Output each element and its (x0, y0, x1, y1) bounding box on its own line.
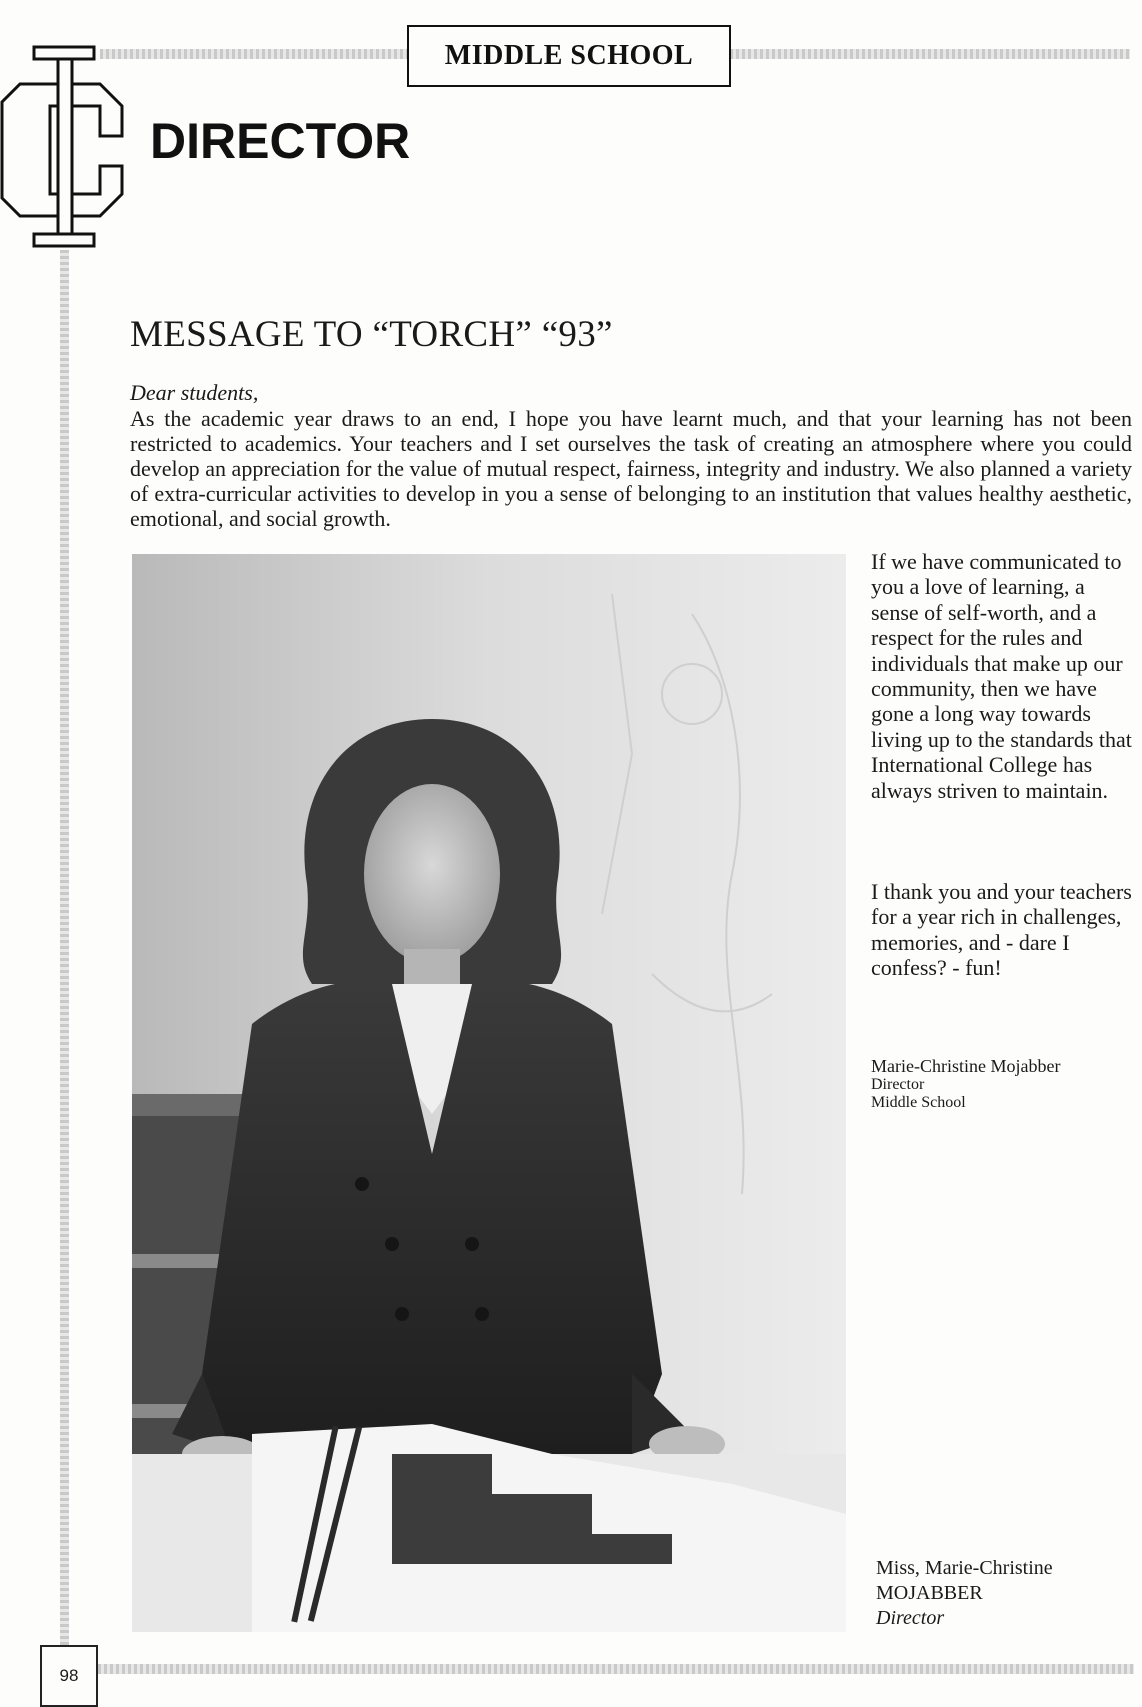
caption-line-2: MOJABBER (876, 1582, 983, 1604)
message-heading: MESSAGE TO “TORCH” “93” (130, 314, 613, 355)
signature-title: Director (871, 1076, 925, 1093)
signature-school: Middle School (871, 1094, 966, 1111)
caption-line-1: Miss, Marie-Christine (876, 1557, 1053, 1579)
page-title: DIRECTOR (150, 113, 411, 169)
page-number: 98 (40, 1645, 98, 1707)
signature-block (871, 1056, 1136, 1112)
message-paragraph-3: I thank you and your teachers for a year rich in challenges, memories, and - dare I confess? - fun! (871, 879, 1132, 981)
director-portrait-photo (132, 554, 846, 1632)
salutation: Dear students, (130, 380, 259, 405)
signature-name: Marie-Christine Mojabber (871, 1056, 1061, 1076)
caption-line-3: Director (876, 1607, 945, 1629)
section-label: MIDDLE SCHOOL (407, 25, 731, 87)
intro-paragraph: As the academic year draws to an end, I hope you have learnt much, and that your learning has not been restricted to academics. Your teachers and I set ourselves the task of creating an atmosphere where you could develop an appreciation for the value of mutual respect, fairness, integrity and industry. We also planned a variety of extra-curricular activities to develop in you a sense of belonging to an institution that values healthy aesthetic, emotional, and social growth. (130, 406, 1132, 531)
message-paragraph-2: If we have communicated to you a love of learning, a sense of self-worth, and a respect for the rules and individuals that make up our community, then we have gone a long way towards living up to the standards that International College has always striven to maintain. (871, 549, 1132, 803)
left-rule (60, 250, 69, 1650)
bottom-rule (98, 1664, 1134, 1674)
ic-monogram-icon (0, 44, 128, 250)
photo-caption (876, 1556, 1141, 1631)
